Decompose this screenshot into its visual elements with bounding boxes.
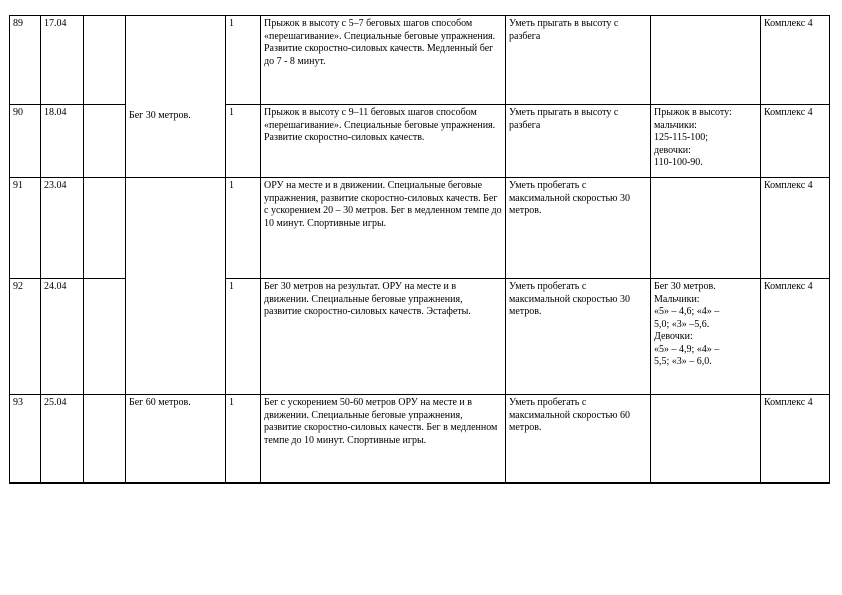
table-row [10,178,830,279]
topic-label: Бег 30 метров. [129,110,191,121]
lesson-requirements: Уметь пробегать с максимальной скоростью 30 метров. [506,178,651,279]
topic-label: Бег 60 метров. [126,395,226,483]
lesson-date: 25.04 [41,395,84,483]
lesson-date: 18.04 [41,105,84,178]
topic-cell [126,110,226,395]
lesson-requirements: Уметь пробегать с максимальной скоростью 30 метров. [506,279,651,395]
empty-cell [84,16,126,105]
control-line: девочки: [654,144,691,156]
lesson-plan-page [9,15,829,484]
control-line: 125-115-100; [654,132,709,143]
empty-cell [84,105,126,178]
lesson-hours: 1 [226,395,261,483]
lesson-content: Прыжок в высоту с 9–11 беговых шагов способом «перешагивание». Специальные беговые упражнения. Развитие скоростно-силовых качеств. [261,105,506,178]
control-line: «5» – 4,6; «4» – [654,306,720,317]
lesson-homework: Комплекс 4 [761,178,830,279]
lesson-requirements: Уметь прыгать в высоту с разбега [506,105,651,178]
lesson-number: 93 [10,395,41,483]
control-line: Мальчики: [654,293,700,305]
lesson-hours: 1 [226,279,261,395]
lesson-content: Прыжок в высоту с 5–7 беговых шагов способом «перешагивание». Специальные беговые упражнения. Развитие скоростно-силовых качеств. Медленный бег до 7 - 8 минут. [261,16,506,105]
lesson-date: 17.04 [41,16,84,105]
lesson-content: Бег 30 метров на результат. ОРУ на месте и в движении. Специальные беговые упражнения, развитие скоростно-силовых качеств. Эстафеты. [261,279,506,395]
lesson-homework: Комплекс 4 [761,279,830,395]
empty-cell [84,395,126,483]
lesson-control [651,105,761,178]
control-line: Девочки: [654,331,693,342]
lesson-control [651,16,761,105]
control-line: Прыжок в высоту: [654,107,732,118]
table-row [10,16,830,105]
lesson-hours: 1 [226,105,261,178]
lesson-homework: Комплекс 4 [761,395,830,483]
lesson-requirements: Уметь пробегать с максимальной скоростью 60 метров. [506,395,651,483]
lesson-homework: Комплекс 4 [761,105,830,178]
topic-cell [126,16,226,178]
control-line: 5,5; «3» – 6,0. [654,356,712,367]
lesson-control [651,178,761,279]
lesson-homework: Комплекс 4 [761,16,830,105]
control-line: 110-100-90. [654,157,703,168]
table-row [10,395,830,483]
lesson-hours: 1 [226,178,261,279]
lesson-plan-table [9,15,830,484]
lesson-number: 90 [10,105,41,178]
control-line: Бег 30 метров. [654,281,716,292]
empty-cell [84,178,126,279]
lesson-requirements: Уметь прыгать в высоту с разбега [506,16,651,105]
lesson-control [651,279,761,395]
lesson-hours: 1 [226,16,261,105]
lesson-content: ОРУ на месте и в движении. Специальные беговые упражнения, развитие скоростно-силовых качеств. Бег с ускорением 20 – 30 метров. Бег в медленном темпе до 10 минут. Спортивные игры. [261,178,506,279]
lesson-date: 23.04 [41,178,84,279]
lesson-number: 92 [10,279,41,395]
lesson-number: 91 [10,178,41,279]
control-line: 5,0; «3» –5,6. [654,318,710,330]
lesson-date: 24.04 [41,279,84,395]
control-line: мальчики: [654,119,697,131]
lesson-number: 89 [10,16,41,105]
lesson-content: Бег с ускорением 50-60 метров ОРУ на месте и в движении. Специальные беговые упражнения, развитие скоростно-силовых качеств. Бег в медленном темпе до 10 минут. Спортивные игры. [261,395,506,483]
lesson-control [651,395,761,483]
control-line: «5» – 4,9; «4» – [654,343,720,355]
empty-cell [84,279,126,395]
